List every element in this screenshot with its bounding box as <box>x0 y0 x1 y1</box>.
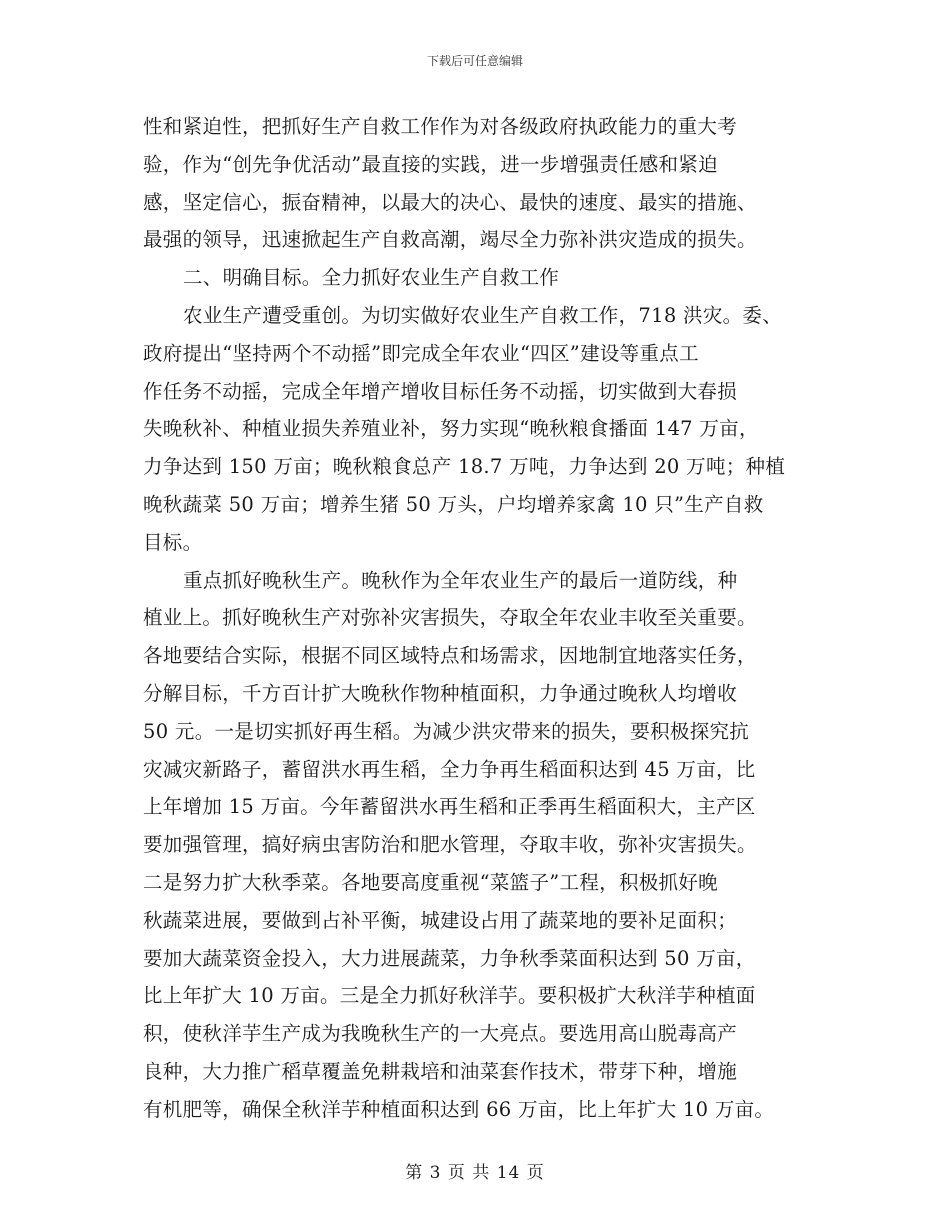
body-line: 良种，大力推广稻草覆盖免耕栽培和油菜套作技术，带芽下种，增施 <box>143 1059 738 1083</box>
body-line: 各地要结合实际，根据不同区域特点和场需求，因地制宜地落实任务， <box>143 644 757 668</box>
body-line: 灾减灾新路子，蓄留洪水再生稻，全力争再生稻面积达到 45 万亩，比 <box>143 757 756 781</box>
section-heading: 二、明确目标。全力抓好农业生产自救工作 <box>183 266 560 290</box>
body-line: 失晚秋补、种植业损失养殖业补，努力实现“晚秋粮食播面 147 万亩， <box>143 417 759 441</box>
body-line: 要加大蔬菜资金投入，大力进展蔬菜，力争秋季菜面积达到 50 万亩， <box>143 946 756 970</box>
body-line: 50 元。一是切实抓好再生稻。为减少洪灾带来的损失，要积极探究抗 <box>143 719 750 743</box>
page-number-footer: 第 3 页 共 14 页 <box>405 1163 545 1183</box>
body-line: 感，坚定信心，振奋精神，以最大的决心、最快的速度、最实的措施、 <box>143 190 757 214</box>
page-header: 下载后可任意编辑 <box>426 54 523 68</box>
body-line: 最强的领导，迅速掀起生产自救高潮，竭尽全力弥补洪灾造成的损失。 <box>143 228 757 252</box>
body-line: 作任务不动摇，完成全年增产增收目标任务不动摇，切实做到大春损 <box>143 379 738 403</box>
body-line: 目标。 <box>143 530 203 554</box>
body-line: 晚秋蔬菜 50 万亩；增养生猪 50 万头，户均增养家禽 10 只”生产自救 <box>143 492 764 516</box>
body-line: 积，使秋洋芋生产成为我晚秋生产的一大亮点。要选用高山脱毒高产 <box>143 1022 738 1046</box>
body-line: 分解目标，千方百计扩大晚秋作物种植面积，力争通过晚秋人均增收 <box>143 681 738 705</box>
body-line: 性和紧迫性，把抓好生产自救工作作为对各级政府执政能力的重大考 <box>143 115 738 138</box>
paragraph-start: 重点抓好晚秋生产。晚秋作为全年农业生产的最后一道防线，种 <box>183 568 738 592</box>
body-line: 秋蔬菜进展，要做到占补平衡，城建设占用了蔬菜地的要补足面积； <box>143 908 738 932</box>
document-body <box>143 108 823 1129</box>
body-line: 二是努力扩大秋季菜。各地要高度重视“菜篮子”工程，积极抓好晚 <box>143 870 718 894</box>
body-line: 上年增加 15 万亩。今年蓄留洪水再生稻和正季再生稻面积大，主产区 <box>143 795 756 819</box>
body-line: 力争达到 150 万亩；晚秋粮食总产 18.7 万吨，力争达到 20 万吨；种植 <box>143 455 786 479</box>
body-line: 政府提出“坚持两个不动摇”即完成全年农业“四区”建设等重点工 <box>143 341 699 365</box>
body-line: 比上年扩大 10 万亩。三是全力抓好秋洋芋。要积极扩大秋洋芋种植面 <box>143 984 756 1008</box>
paragraph-start: 农业生产遭受重创。为切实做好农业生产自救工作，718 洪灾。委、 <box>183 303 783 327</box>
body-line: 验，作为“创先争优活动”最直接的实践，进一步增强责任感和紧迫 <box>143 152 718 176</box>
body-line: 有机肥等，确保全秋洋芋种植面积达到 66 万亩，比上年扩大 10 万亩。 <box>143 1097 775 1121</box>
body-line: 要加强管理，搞好病虫害防治和肥水管理，夺取丰收，弥补灾害损失。 <box>143 833 757 857</box>
body-line: 植业上。抓好晚秋生产对弥补灾害损失，夺取全年农业丰收至关重要。 <box>143 606 757 630</box>
